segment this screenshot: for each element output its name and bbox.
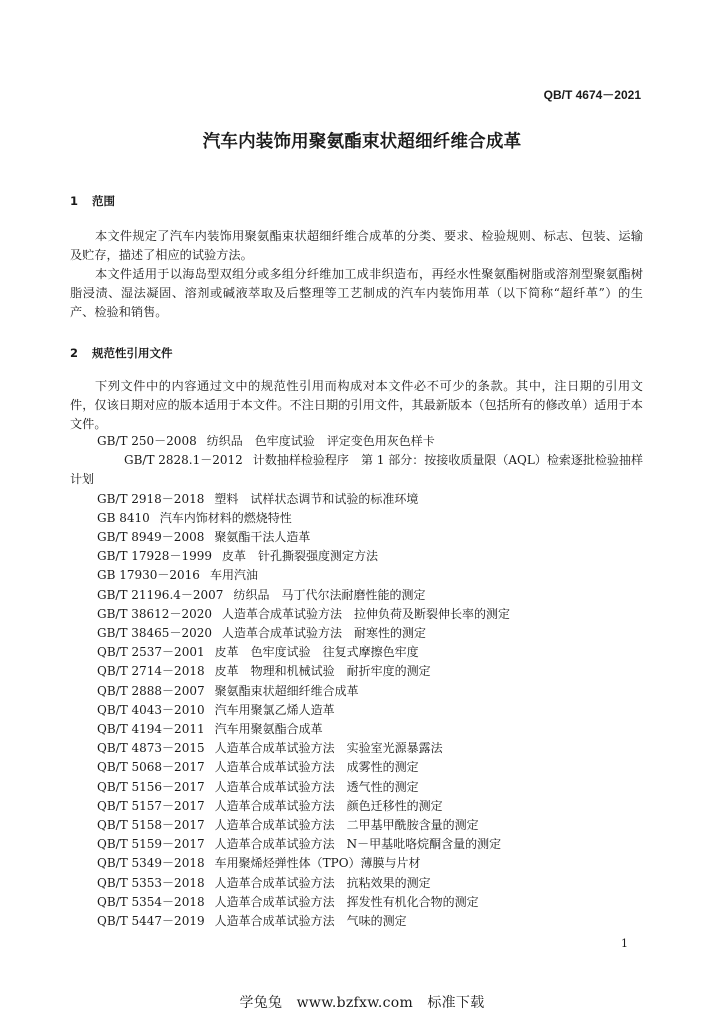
page-number: 1 xyxy=(621,937,628,950)
reference-item xyxy=(70,739,643,758)
reference-title: 汽车用聚氯乙烯人造革 xyxy=(214,702,335,717)
document-title: 汽车内装饰用聚氨酯束状超细纤维合成革 xyxy=(202,132,522,152)
reference-title: 人造革合成革试验方法 颜色迁移性的测定 xyxy=(214,798,443,813)
reference-item xyxy=(70,528,643,547)
reference-code: QB/T 5349－2018 xyxy=(97,856,205,871)
reference-item xyxy=(70,490,643,509)
reference-item xyxy=(70,509,643,528)
reference-code: QB/T 4043－2010 xyxy=(97,702,205,717)
reference-item xyxy=(70,778,643,797)
reference-code: GB/T 8949－2008 xyxy=(97,530,205,545)
reference-title: 人造革合成革试验方法 成雾性的测定 xyxy=(214,760,419,775)
reference-code: QB/T 5157－2017 xyxy=(97,798,205,813)
reference-title: 塑料 试样状态调节和试验的标准环境 xyxy=(214,491,419,506)
footer-watermark: 学兔兔 www.bzfxw.com 标准下载 xyxy=(239,995,485,1011)
reference-item xyxy=(70,586,643,605)
reference-title: 车用聚烯烃弹性体（TPO）薄膜与片材 xyxy=(214,856,421,871)
reference-item xyxy=(70,566,643,585)
reference-code: GB/T 21196.4－2007 xyxy=(97,587,224,602)
reference-item xyxy=(70,624,643,643)
reference-item xyxy=(70,797,643,816)
reference-code: QB/T 4873－2015 xyxy=(97,741,205,756)
reference-title: 人造革合成革试验方法 耐寒性的测定 xyxy=(221,626,426,641)
reference-item xyxy=(70,912,643,931)
reference-code: QB/T 2714－2018 xyxy=(97,664,205,679)
reference-code: QB/T 2888－2007 xyxy=(97,683,205,698)
reference-code: QB/T 5354－2018 xyxy=(97,894,205,909)
reference-code: QB/T 5068－2017 xyxy=(97,760,205,775)
reference-code: QB/T 5353－2018 xyxy=(97,875,205,890)
reference-title: 纺织品 色牢度试验 评定变色用灰色样卡 xyxy=(206,434,435,448)
reference-item xyxy=(70,451,643,489)
reference-code: QB/T 5447－2019 xyxy=(97,914,205,929)
reference-title: 聚氨酯束状超细纤维合成革 xyxy=(214,683,359,698)
section-title: 规范性引用文件 xyxy=(92,346,173,360)
section-1-heading xyxy=(70,193,115,209)
scope-paragraph-2: 本文件适用于以海岛型双组分或多组分纤维加工成非织造布，再经水性聚氨酯树脂或溶剂型聚氨酯树脂浸渍、湿法凝固、溶剂或碱液萃取及后整理等工艺制成的汽车内装饰用革（以下简称“超纤革”）的生产、检验和销售。 xyxy=(70,267,643,319)
section-number: 1 xyxy=(70,194,79,208)
reference-code: GB/T 2828.1－2012 xyxy=(124,453,243,468)
reference-list xyxy=(70,432,643,931)
reference-title: 皮革 物理和机械试验 耐折牢度的测定 xyxy=(214,664,431,679)
reference-code: GB/T 17928－1999 xyxy=(97,549,212,564)
reference-title: 皮革 色牢度试验 往复式摩擦色牢度 xyxy=(214,645,419,660)
reference-code: QB/T 2537－2001 xyxy=(97,645,205,660)
reference-item xyxy=(70,720,643,739)
reference-title: 纺织品 马丁代尔法耐磨性能的测定 xyxy=(233,587,426,602)
reference-item xyxy=(70,816,643,835)
normative-refs-intro: 下列文件中的内容通过文中的规范性引用而构成对本文件必不可少的条款。其中，注日期的引用文件，仅该日期对应的版本适用于本文件。不注日期的引用文件，其最新版本（包括所有的修改单）适用于本文件。 xyxy=(70,379,643,431)
reference-title: 聚氨酯干法人造革 xyxy=(214,530,311,545)
reference-item xyxy=(70,701,643,720)
reference-title: 人造革合成革试验方法 气味的测定 xyxy=(214,914,407,929)
reference-code: GB/T 2918－2018 xyxy=(97,491,205,506)
reference-title: 人造革合成革试验方法 挥发性有机化合物的测定 xyxy=(214,894,479,909)
reference-title: 人造革合成革试验方法 抗粘效果的测定 xyxy=(214,875,431,890)
reference-item xyxy=(70,662,643,681)
reference-item xyxy=(70,432,643,451)
reference-title: 汽车内饰材料的燃烧特性 xyxy=(159,510,292,525)
reference-code: QB/T 5156－2017 xyxy=(97,779,205,794)
reference-title: 皮革 针孔撕裂强度测定方法 xyxy=(221,549,378,564)
reference-code: GB/T 250－2008 xyxy=(97,434,197,448)
reference-item xyxy=(70,758,643,777)
reference-code: QB/T 4194－2011 xyxy=(97,722,205,737)
reference-title: 人造革合成革试验方法 二甲基甲酰胺含量的测定 xyxy=(214,818,479,833)
reference-item xyxy=(70,874,643,893)
reference-code: QB/T 5158－2017 xyxy=(97,818,205,833)
scope-paragraph-1: 本文件规定了汽车内装饰用聚氨酯束状超细纤维合成革的分类、要求、检验规则、标志、包装、运输及贮存，描述了相应的试验方法。 xyxy=(70,229,643,262)
reference-item xyxy=(70,854,643,873)
reference-item xyxy=(70,643,643,662)
reference-title: 计数抽样检验程序 第 1 部分：按接收质量限（AQL）检索逐批检验抽样计划 xyxy=(70,453,643,487)
reference-title: 人造革合成革试验方法 拉伸负荷及断裂伸长率的测定 xyxy=(221,606,510,621)
reference-code: GB 8410 xyxy=(97,510,150,525)
reference-code: GB 17930－2016 xyxy=(97,568,200,583)
reference-item xyxy=(70,682,643,701)
reference-item xyxy=(70,605,643,624)
reference-title: 车用汽油 xyxy=(209,568,258,583)
reference-code: QB/T 5159－2017 xyxy=(97,837,205,852)
section-number: 2 xyxy=(70,346,79,360)
reference-item xyxy=(70,893,643,912)
document-code: QB/T 4674－2021 xyxy=(543,88,641,102)
reference-title: 人造革合成革试验方法 实验室光源暴露法 xyxy=(214,741,443,756)
reference-title: 人造革合成革试验方法 透气性的测定 xyxy=(214,779,419,794)
reference-item xyxy=(70,835,643,854)
section-2-heading xyxy=(70,345,173,361)
reference-title: 人造革合成革试验方法 N－甲基吡咯烷酮含量的测定 xyxy=(214,837,502,852)
reference-code: GB/T 38612－2020 xyxy=(97,606,212,621)
section-title: 范围 xyxy=(92,194,115,208)
reference-item xyxy=(70,547,643,566)
reference-code: GB/T 38465－2020 xyxy=(97,626,212,641)
reference-title: 汽车用聚氨酯合成革 xyxy=(214,722,323,737)
